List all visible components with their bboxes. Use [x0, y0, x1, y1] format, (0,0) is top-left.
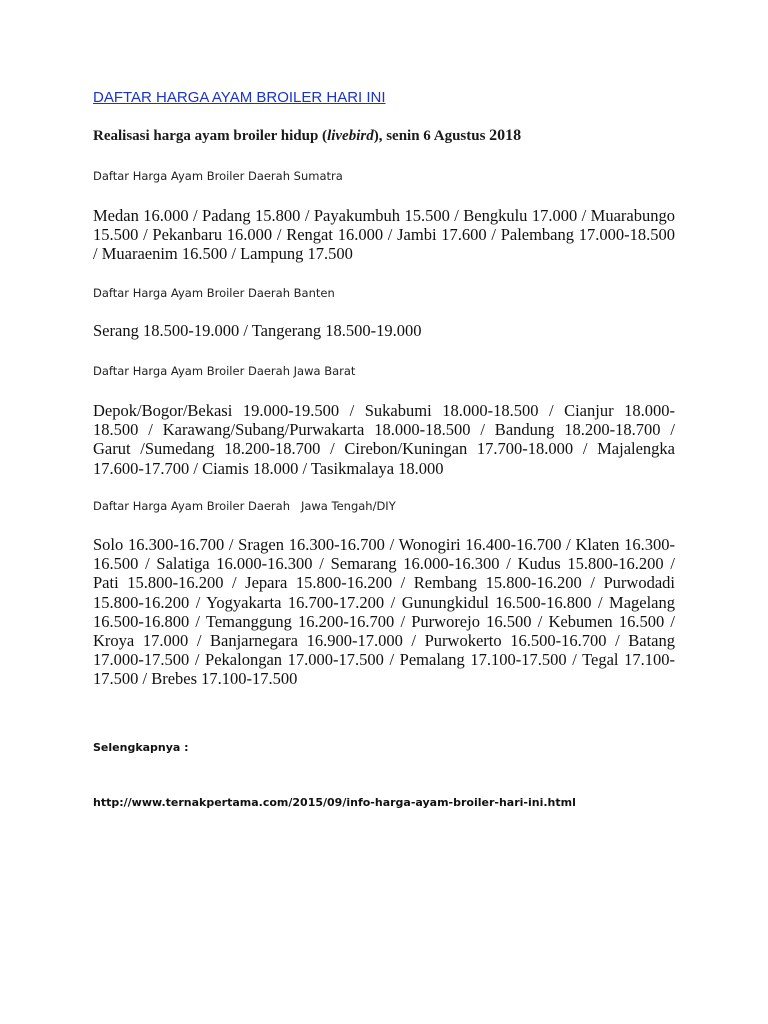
more-info-label: Selengkapnya :	[93, 741, 189, 754]
price-list-sumatra: Medan 16.000 / Padang 15.800 / Payakumbuh 15.500 / Bengkulu 17.000 / Muarabungo 15.500 / Pekanbaru 16.000 / Rengat 16.000 / Jambi 17.600 / Palembang 17.000-18.500 / Muaraenim 16.500 / Lampung 17.500	[93, 206, 675, 264]
subtitle-prefix: Realisasi harga ayam broiler hidup (	[93, 128, 328, 144]
region-heading-jawa-tengah-diy: Daftar Harga Ayam Broiler Daerah Jawa Tengah/DIY	[93, 499, 396, 513]
source-url-link[interactable]: http://www.ternakpertama.com/2015/09/info-harga-ayam-broiler-hari-ini.html	[93, 796, 576, 809]
subtitle-livebird: livebird	[327, 128, 374, 144]
document-subtitle	[93, 127, 521, 145]
region-heading-jawa-barat: Daftar Harga Ayam Broiler Daerah Jawa Barat	[93, 364, 356, 378]
region-heading-banten: Daftar Harga Ayam Broiler Daerah Banten	[93, 286, 335, 300]
region-heading-sumatra: Daftar Harga Ayam Broiler Daerah Sumatra	[93, 169, 343, 183]
document-title-link[interactable]: DAFTAR HARGA AYAM BROILER HARI INI	[93, 89, 386, 106]
price-list-jawa-barat: Depok/Bogor/Bekasi 19.000-19.500 / Sukabumi 18.000-18.500 / Cianjur 18.000-18.500 / Karawang/Subang/Purwakarta 18.000-18.500 / Bandung 18.200-18.700 / Garut /Sumedang 18.200-18.700 / Cirebon/Kuningan 17.700-18.000 / Majalengka 17.600-17.700 / Ciamis 18.000 / Tasikmalaya 18.000	[93, 401, 675, 478]
subtitle-suffix: ), senin 6 Agustus	[373, 128, 490, 144]
price-list-banten: Serang 18.500-19.000 / Tangerang 18.500-19.000	[93, 321, 422, 340]
subtitle-year: 2018	[489, 127, 522, 144]
price-list-jawa-tengah-diy: Solo 16.300-16.700 / Sragen 16.300-16.700 / Wonogiri 16.400-16.700 / Klaten 16.300-16.500 / Salatiga 16.000-16.300 / Semarang 16.000-16.300 / Kudus 15.800-16.200 / Pati 15.800-16.200 / Jepara 15.800-16.200 / Rembang 15.800-16.200 / Purwodadi 15.800-16.200 / Yogyakarta 16.700-17.200 / Gunungkidul 16.500-16.800 / Magelang 16.500-16.800 / Temanggung 16.200-16.700 / Purworejo 16.500 / Kebumen 16.500 / Kroya 17.000 / Banjarnegara 16.900-17.000 / Purwokerto 16.500-16.700 / Batang 17.000-17.500 / Pekalongan 17.000-17.500 / Pemalang 17.100-17.500 / Tegal 17.100-17.500 / Brebes 17.100-17.500	[93, 535, 675, 689]
